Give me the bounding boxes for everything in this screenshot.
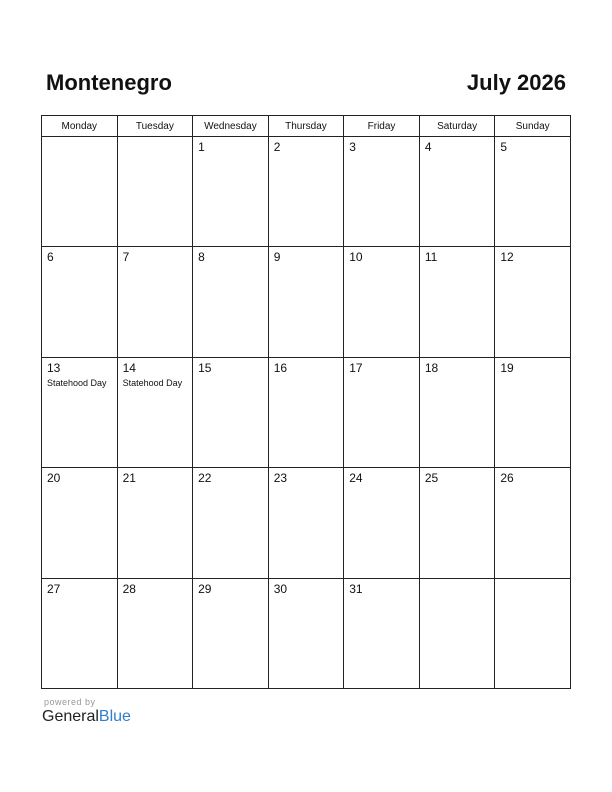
- weekday-header: Saturday: [419, 116, 495, 137]
- day-cell: [193, 357, 269, 467]
- day-number: 15: [198, 360, 212, 375]
- day-cell: [344, 137, 420, 247]
- brand-blue-text: Blue: [98, 708, 131, 725]
- calendar-grid: [41, 115, 571, 689]
- day-cell: [193, 578, 269, 688]
- day-cell: [117, 578, 193, 688]
- weekday-header-row: [42, 116, 571, 137]
- weekday-header: Friday: [344, 116, 420, 137]
- day-number: 6: [47, 250, 54, 265]
- empty-day-cell: [42, 137, 118, 247]
- day-number: 12: [500, 250, 514, 265]
- calendar-week-row: [42, 578, 571, 688]
- day-number: 8: [198, 250, 205, 265]
- day-cell: [42, 468, 118, 578]
- calendar-week-row: [42, 468, 571, 578]
- day-cell: [193, 137, 269, 247]
- day-number: 25: [424, 471, 439, 486]
- day-cell: [42, 578, 118, 688]
- calendar-week-row: [42, 247, 571, 357]
- day-cell: [268, 247, 344, 357]
- day-cell: [117, 247, 193, 357]
- day-cell: [495, 247, 571, 357]
- day-number: 18: [424, 360, 439, 375]
- day-cell: [344, 468, 420, 578]
- day-cell: [42, 357, 118, 467]
- day-cell: [268, 578, 344, 688]
- calendar-week-row: [42, 137, 571, 247]
- day-number: 26: [500, 471, 514, 486]
- country-title: Montenegro: [46, 70, 172, 95]
- day-number: 31: [349, 581, 363, 596]
- empty-day-cell: [117, 137, 193, 247]
- day-number: 22: [198, 471, 212, 486]
- day-number: 16: [273, 360, 288, 375]
- day-cell: [419, 247, 495, 357]
- day-number: 28: [122, 581, 136, 596]
- day-cell: [495, 357, 571, 467]
- day-number: 17: [349, 360, 363, 375]
- day-number: 29: [198, 581, 212, 596]
- day-cell: [268, 357, 344, 467]
- weekday-header: Thursday: [268, 116, 344, 137]
- day-number: 9: [273, 250, 281, 265]
- powered-by-text: powered by: [44, 697, 96, 707]
- empty-day-cell: [419, 578, 495, 688]
- day-cell: [495, 137, 571, 247]
- day-number: 11: [424, 250, 438, 265]
- month-year-title: July 2026: [466, 70, 566, 95]
- day-number: 2: [273, 140, 281, 154]
- weekday-header: Wednesday: [193, 116, 269, 137]
- brand-general-text: General: [42, 708, 99, 725]
- day-number: 14: [122, 360, 136, 375]
- calendar-week-row: [42, 357, 571, 467]
- day-cell: [419, 137, 495, 247]
- weekday-header: Tuesday: [117, 116, 193, 137]
- day-number: 7: [122, 250, 130, 265]
- day-cell: [344, 247, 420, 357]
- holiday-label: Statehood Day: [122, 377, 183, 388]
- day-cell: [193, 468, 269, 578]
- day-number: 1: [198, 140, 205, 154]
- day-cell: [344, 578, 420, 688]
- day-number: 21: [122, 471, 136, 486]
- day-cell: [419, 357, 495, 467]
- brand-logo: [42, 708, 131, 726]
- day-number: 30: [273, 581, 288, 596]
- day-cell: [42, 247, 118, 357]
- day-number: 3: [349, 140, 356, 154]
- empty-day-cell: [495, 578, 571, 688]
- weekday-header: Sunday: [495, 116, 571, 137]
- day-number: 13: [47, 360, 61, 375]
- day-cell: [419, 468, 495, 578]
- day-cell: [117, 357, 193, 467]
- day-number: 5: [500, 140, 508, 154]
- day-cell: [268, 468, 344, 578]
- day-number: 19: [500, 360, 514, 375]
- day-number: 20: [47, 471, 61, 486]
- day-cell: [117, 468, 193, 578]
- day-cell: [268, 137, 344, 247]
- day-number: 23: [273, 471, 288, 486]
- day-number: 24: [349, 471, 363, 486]
- holiday-label: Statehood Day: [47, 377, 107, 388]
- weekday-header: Monday: [42, 116, 118, 137]
- day-cell: [344, 357, 420, 467]
- day-cell: [193, 247, 269, 357]
- day-cell: [495, 468, 571, 578]
- day-number: 10: [349, 250, 363, 265]
- day-number: 4: [424, 140, 432, 154]
- day-number: 27: [47, 581, 61, 596]
